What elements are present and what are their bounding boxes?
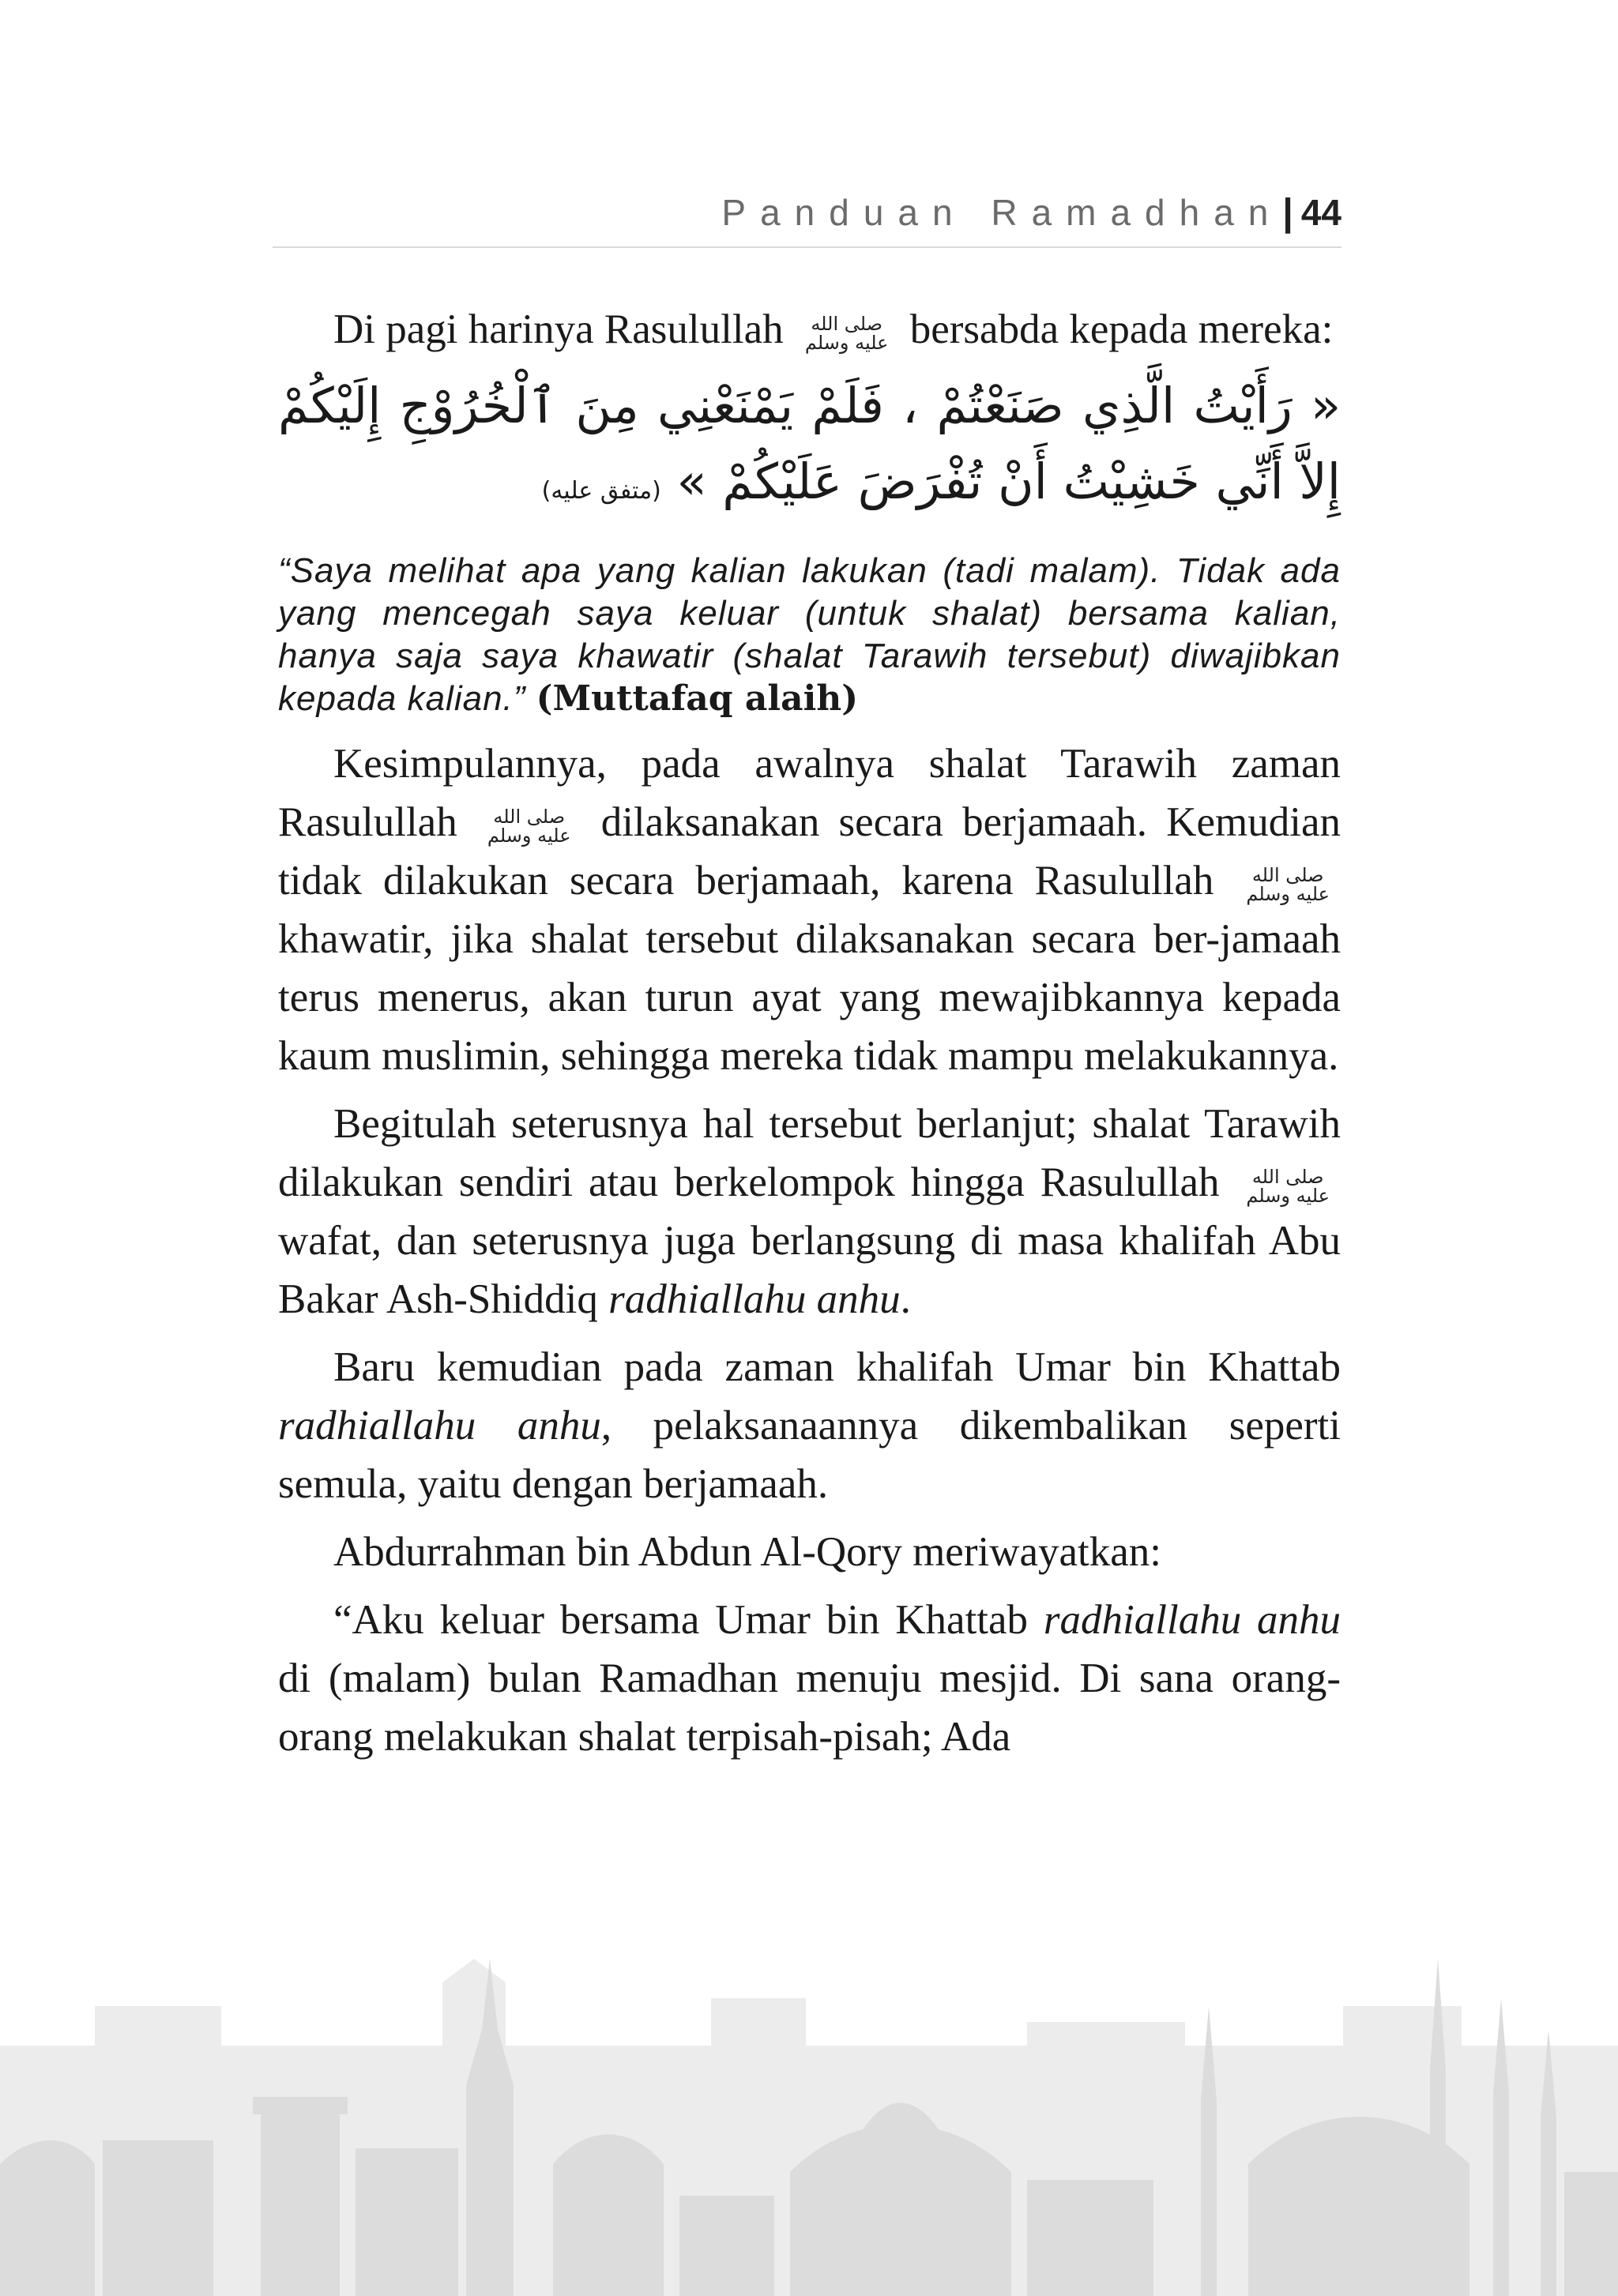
translation-text: “Saya melihat apa yang kalian lakukan (tadi malam). Tidak ada yang mencegah saya keluar (untuk shalat) bersama kalian, hanya saja saya khawatir (shalat Tarawih tersebut) diwajibkan kepada kalian.” [278,551,1341,718]
hadith-translation [278,550,1341,720]
salawat-glyph: صلى الله عليه وسلم [804,312,889,354]
paragraph-intro [278,300,1341,359]
salawat-glyph: صلى الله عليه وسلم [487,805,571,847]
umar-honorific: radhiallahu anhu [278,1403,601,1449]
narration-honorific: radhiallahu anhu [1043,1597,1341,1643]
conclusion-text-a: Kesimpulannya, pada awalnya shalat Tarawih zaman Rasulullah [278,741,1341,845]
conclusion-text-c: khawatir, jika shalat tersebut dilaksanakan secara ber-jamaah terus menerus, akan turun ayat yang mewajibkannya kepada kaum muslimin, sehingga mereka tidak mampu melakukannya. [278,916,1341,1079]
continuation-honorific: radhiallahu anhu [608,1276,901,1322]
page-body [278,300,1341,1776]
paragraph-narration-intro: Abdurrahman bin Abdun Al-Qory meriwayatkan: [333,1529,1161,1575]
translation-source: (Muttafaq alaih) [536,678,859,719]
salawat-glyph: صلى الله عليه وسلم [1246,863,1330,905]
arabic-hadith [278,368,1341,529]
running-header [273,191,1341,248]
conclusion-text-b: dilaksanakan secara berjamaah. Kemudian tidak dilakukan secara berjamaah, karena Rasulullah [278,799,1341,904]
city-skyline-illustration [0,1911,1618,2296]
paragraph-umar [278,1338,1341,1513]
umar-text-a: Baru kemudian pada zaman khalifah Umar bin Khattab [333,1344,1341,1390]
page-number: 44 [1300,192,1341,233]
arabic-hadith-source: (متفق عليه) [541,477,661,505]
narration-text-b: di (malam) bulan Ramadhan menuju mesjid. Di sana orang-orang melakukan shalat terpisah-pisah; Ada [278,1655,1341,1760]
intro-text-a: Di pagi harinya Rasulullah [333,306,784,352]
umar-text-b: , pelaksanaannya dikembalikan seperti semula, yaitu dengan berjamaah. [278,1403,1341,1507]
arabic-hadith-text: « رَأَيْتُ الَّذِي صَنَعْتُمْ ، فَلَمْ يَمْنَعْنِي مِنَ ٱلْخُرُوْجِ إِلَيْكُمْ إِلاَّ أَنِّي خَشِيْتُ أَنْ تُفْرَضَ عَلَيْكُمْ » [278,377,1341,510]
continuation-text-b: wafat, dan seterusnya juga berlangsung di masa khalifah Abu Bakar Ash-Shiddiq [278,1218,1341,1322]
header-separator: | [1282,192,1293,234]
continuation-text-c: . [900,1276,911,1322]
paragraph-continuation [278,1095,1341,1328]
paragraph-conclusion [278,735,1341,1085]
salawat-glyph: صلى الله عليه وسلم [1246,1165,1330,1207]
narration-text-a: “Aku keluar bersama Umar bin Khattab [333,1597,1029,1643]
continuation-text-a: Begitulah seterusnya hal tersebut berlanjut; shalat Tarawih dilakukan sendiri atau berkelompok hingga Rasulullah [278,1101,1341,1205]
intro-text-b: bersabda kepada mereka: [909,306,1334,352]
book-title: Panduan Ramadhan [721,192,1283,233]
paragraph-narration [278,1591,1341,1766]
